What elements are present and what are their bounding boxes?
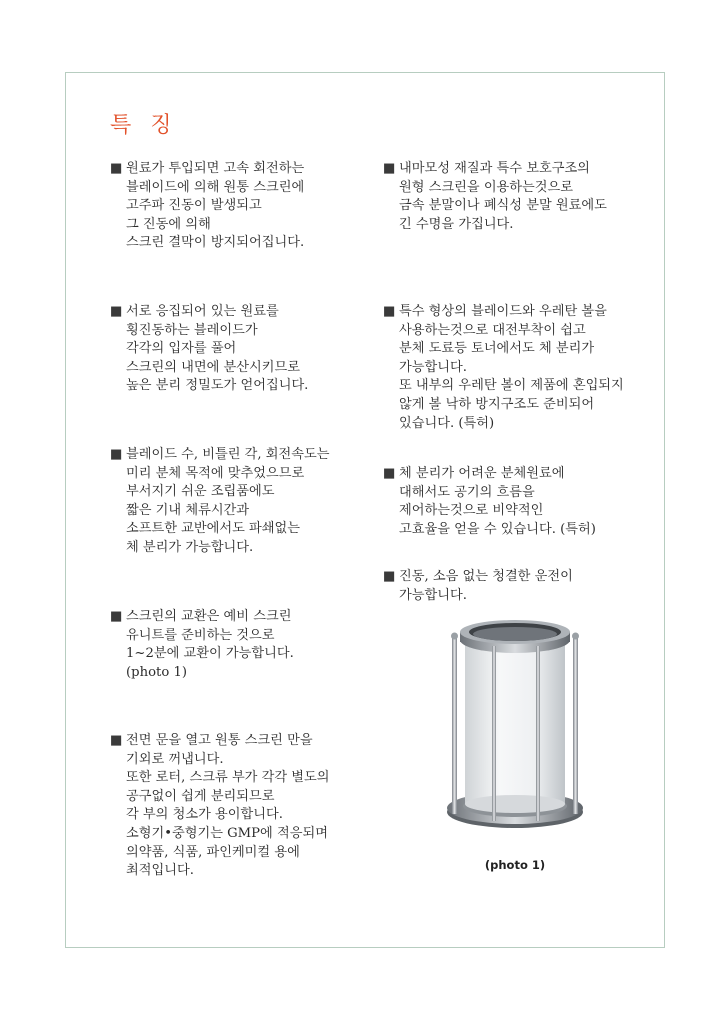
feature-left-4: ■ 스크린의 교환은 예비 스크린 유니트를 준비하는 것으로 1~2분에 교환이 가능합니다. (photo 1)	[110, 609, 294, 680]
bullet-icon: ■	[110, 609, 123, 624]
feature-right-2: ■ 특수 형상의 블레이드와 우레탄 볼을 사용하는것으로 대전부착이 쉽고 분체 도료등 토너에서도 체 분리가 가능합니다. 또 내부의 우레탄 볼이 제품에 혼입되지 않게 볼 낙하 방지구조도 준비되어 있습니다. (특허)	[383, 304, 624, 431]
feature-right-3: ■ 체 분리가 어려운 분체원료에 대해서도 공기의 흐름을 제어하는것으로 비약적인 고효율을 얻을 수 있습니다. (특허)	[383, 466, 596, 537]
bullet-icon: ■	[110, 161, 123, 176]
bullet-icon: ■	[383, 161, 396, 176]
bullet-icon: ■	[383, 304, 396, 319]
feature-left-5: ■ 전면 문을 열고 원통 스크린 만을 기외로 꺼냅니다. 또한 로터, 스크류 부가 각각 별도의 공구없이 쉽게 분리되므로 각 부의 청소가 용이합니다. 소형기•중형기는 GMP에 적응되며 의약품, 식품, 파인케미컬 용에 최적입니다.	[110, 733, 330, 879]
feature-right-4: ■ 진동, 소음 없는 청결한 운전이 가능합니다.	[383, 569, 573, 603]
page-title: 특 징	[110, 113, 178, 138]
bullet-icon: ■	[383, 466, 396, 481]
product-photo	[440, 612, 590, 844]
photo-caption: (photo 1)	[484, 858, 546, 872]
feature-left-1: ■ 원료가 투입되면 고속 회전하는 블레이드에 의해 원통 스크린에 고주파 진동이 발생되고 그 진동에 의해 스크린 결막이 방지되어집니다.	[110, 161, 305, 251]
bullet-icon: ■	[110, 304, 123, 319]
feature-left-2: ■ 서로 응집되어 있는 원료를 횡진동하는 블레이드가 각각의 입자를 풀어 스크린의 내면에 분산시키므로 높은 분리 정밀도가 얻어집니다.	[110, 304, 309, 394]
feature-left-3: ■ 블레이드 수, 비틀린 각, 회전속도는 미리 분체 목적에 맞추었으므로 부서지기 쉬운 조립품에도 짧은 기내 체류시간과 소프트한 교반에서도 파쇄없는 체 분리가 가능합니다.	[110, 447, 330, 555]
bullet-icon: ■	[110, 733, 123, 748]
screen-unit-image	[440, 612, 590, 844]
bullet-icon: ■	[383, 569, 396, 584]
feature-right-1: ■ 내마모성 재질과 특수 보호구조의 원형 스크린을 이용하는것으로 금속 분말이나 폐식성 분말 원료에도 긴 수명을 가집니다.	[383, 161, 607, 232]
bullet-icon: ■	[110, 447, 123, 462]
